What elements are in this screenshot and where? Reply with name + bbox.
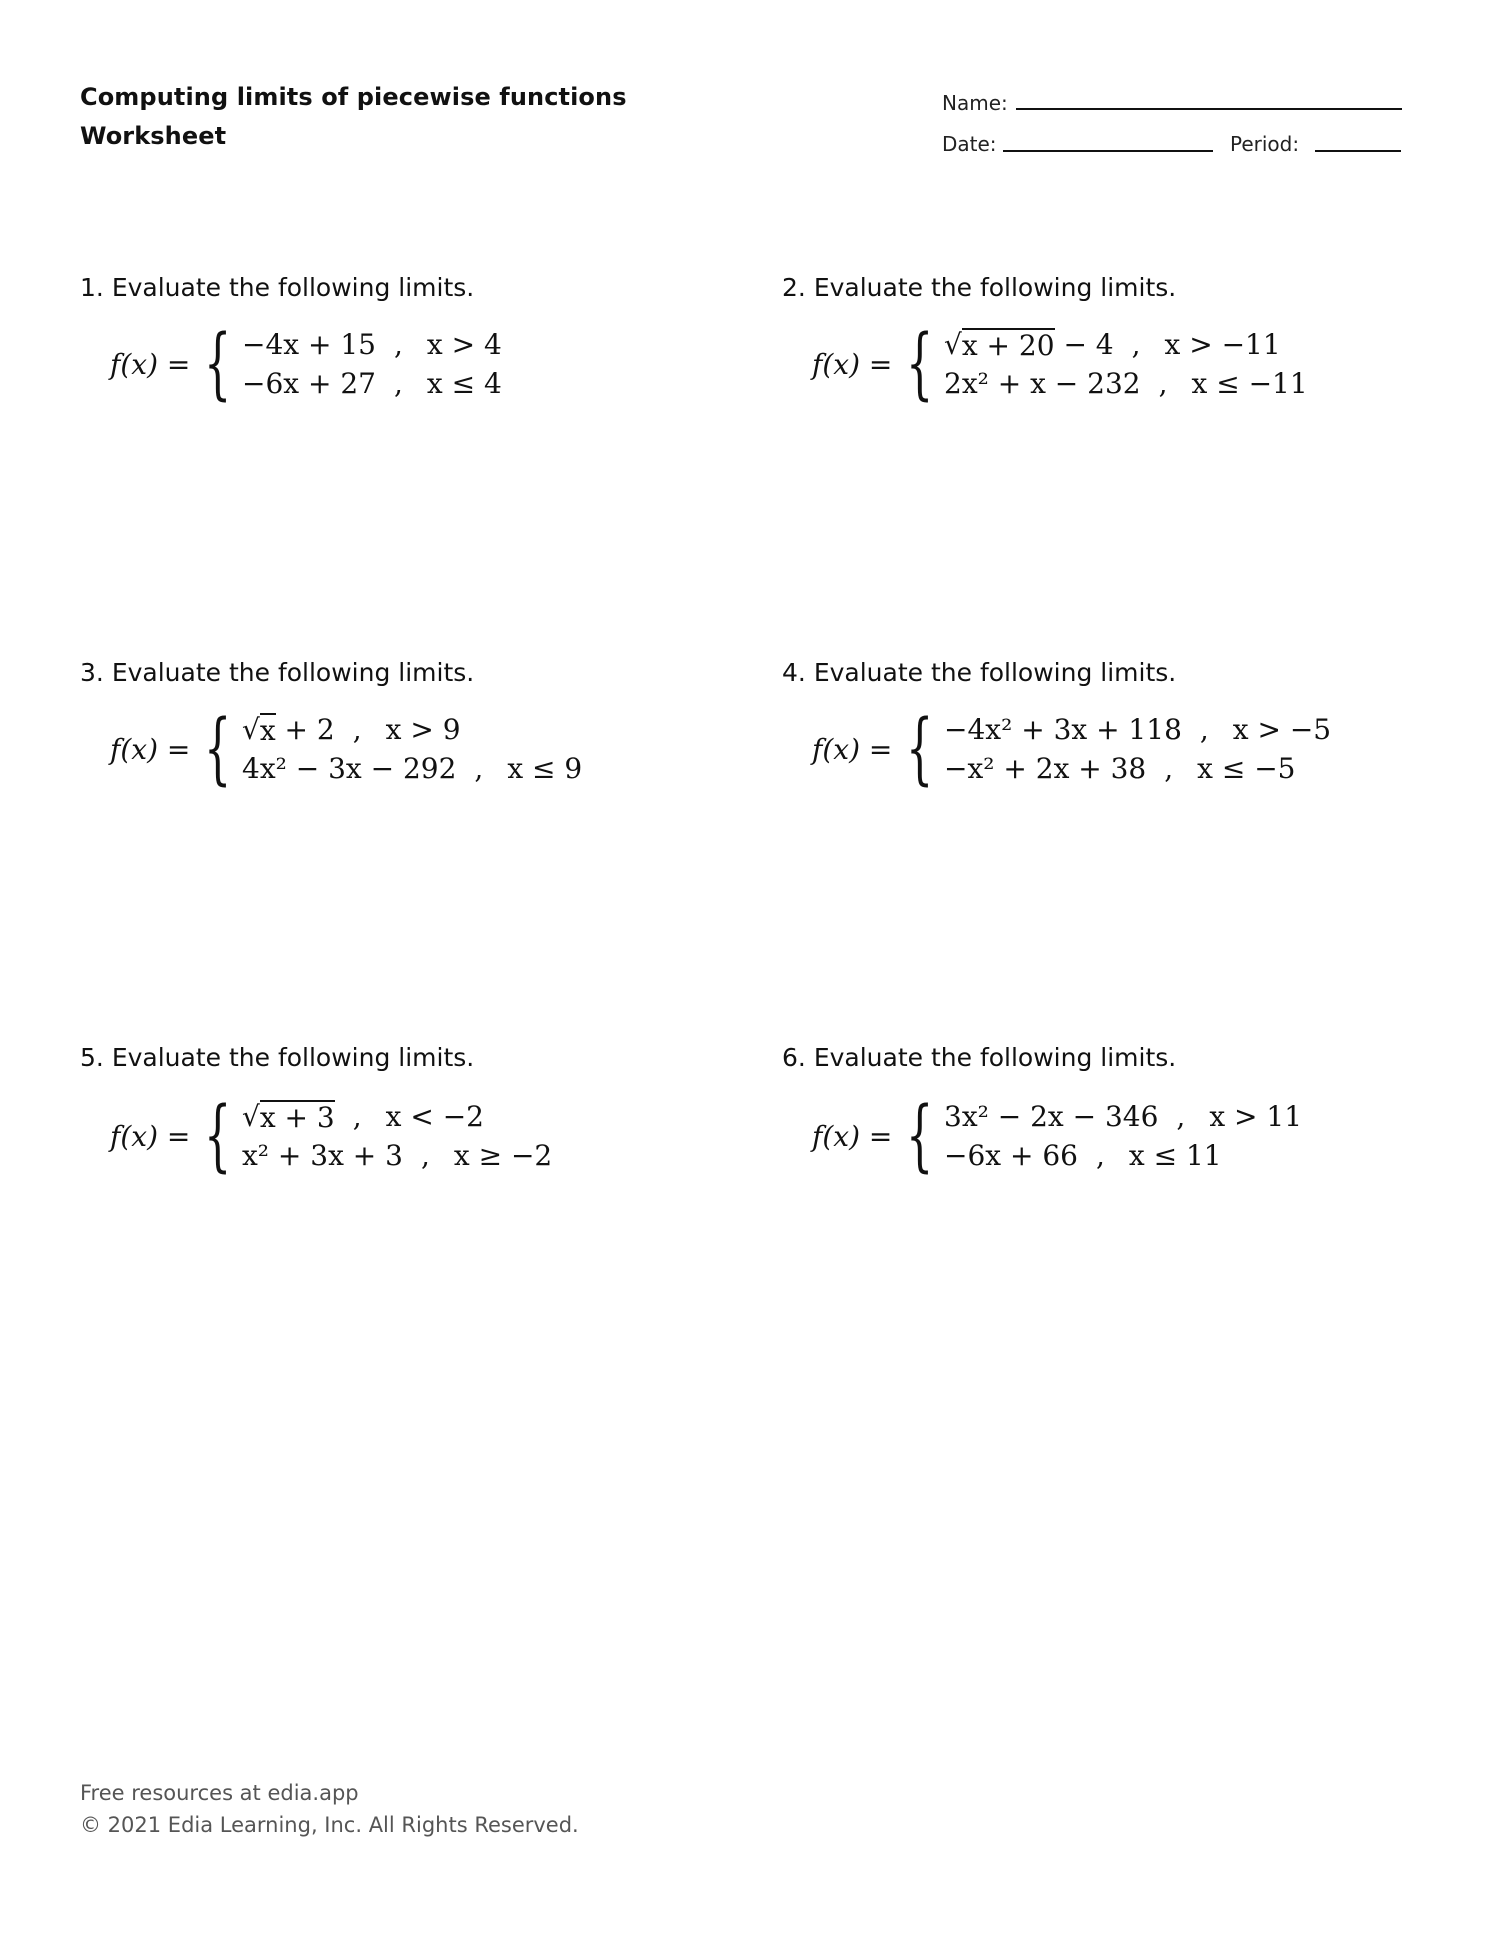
radical-icon: √ xyxy=(944,327,962,361)
cases xyxy=(242,713,582,786)
problem-5-prompt xyxy=(80,1043,474,1072)
case-row: −6x + 66 , x ≤ 11 xyxy=(944,1139,1222,1172)
cases xyxy=(944,328,1308,401)
period-blank[interactable] xyxy=(1315,150,1401,152)
left-brace: { xyxy=(204,1091,232,1181)
problem-text: Evaluate the following limits. xyxy=(111,273,475,302)
left-brace: { xyxy=(204,319,232,409)
problem-2-equation xyxy=(812,319,1308,409)
problem-2-prompt xyxy=(782,273,1176,302)
cases xyxy=(944,713,1331,785)
problem-text: Evaluate the following limits. xyxy=(813,658,1177,687)
left-brace: { xyxy=(906,319,934,409)
problem-number: 2. xyxy=(782,273,806,302)
function-lhs: f(x) = xyxy=(812,347,893,381)
date-label: Date: xyxy=(942,132,997,156)
case-row: √ x + 3 , x < −2 xyxy=(242,1099,484,1134)
problem-number: 3. xyxy=(80,658,104,687)
function-lhs: f(x) = xyxy=(812,1119,893,1153)
problem-number: 5. xyxy=(80,1043,104,1072)
period-label: Period: xyxy=(1230,132,1300,156)
problem-text: Evaluate the following limits. xyxy=(813,273,1177,302)
worksheet-subtitle: Worksheet xyxy=(80,122,227,150)
problem-text: Evaluate the following limits. xyxy=(813,1043,1177,1072)
case-row: −6x + 27 , x ≤ 4 xyxy=(242,367,502,400)
left-brace: { xyxy=(906,704,934,794)
radical-icon: √ xyxy=(242,1099,260,1133)
footer-copyright: © 2021 Edia Learning, Inc. All Rights Reserved. xyxy=(80,1813,579,1837)
case-row: 3x² − 2x − 346 , x > 11 xyxy=(944,1100,1303,1133)
left-brace: { xyxy=(906,1091,934,1181)
function-lhs: f(x) = xyxy=(812,732,893,766)
problem-6-prompt xyxy=(782,1043,1176,1072)
name-blank[interactable] xyxy=(1016,108,1402,110)
problem-5-equation xyxy=(110,1091,553,1181)
left-brace: { xyxy=(204,704,232,794)
function-lhs: f(x) = xyxy=(110,1119,191,1153)
problem-text: Evaluate the following limits. xyxy=(111,658,475,687)
problem-3-equation xyxy=(110,704,583,794)
case-row: −x² + 2x + 38 , x ≤ −5 xyxy=(944,752,1296,785)
case-row: −4x + 15 , x > 4 xyxy=(242,328,502,361)
cases xyxy=(944,1100,1302,1172)
case-row: √ x + 20 − 4 , x > −11 xyxy=(944,327,1281,362)
worksheet-title: Computing limits of piecewise functions xyxy=(80,83,627,111)
function-lhs: f(x) = xyxy=(110,347,191,381)
radical-icon: √ xyxy=(242,712,260,746)
case-row: √ x + 2 , x > 9 xyxy=(242,712,461,747)
problem-number: 6. xyxy=(782,1043,806,1072)
case-row: 4x² − 3x − 292 , x ≤ 9 xyxy=(242,752,583,786)
problem-number: 4. xyxy=(782,658,806,687)
square-root: √ x xyxy=(242,712,276,747)
problem-1-equation xyxy=(110,319,502,409)
case-row: −4x² + 3x + 118 , x > −5 xyxy=(944,713,1332,746)
cases xyxy=(242,1100,552,1173)
function-lhs: f(x) = xyxy=(110,732,191,766)
problem-3-prompt xyxy=(80,658,474,687)
problem-6-equation xyxy=(812,1091,1303,1181)
date-blank[interactable] xyxy=(1003,150,1213,152)
problem-4-prompt xyxy=(782,658,1176,687)
problem-4-equation xyxy=(812,704,1332,794)
problem-text: Evaluate the following limits. xyxy=(111,1043,475,1072)
footer-resources-link: Free resources at edia.app xyxy=(80,1781,359,1805)
case-row: 2x² + x − 232 , x ≤ −11 xyxy=(944,367,1308,401)
name-label: Name: xyxy=(942,91,1008,115)
problem-1-prompt xyxy=(80,273,474,302)
square-root: √ x + 20 xyxy=(944,327,1055,362)
square-root: √ x + 3 xyxy=(242,1099,335,1134)
case-row: x² + 3x + 3 , x ≥ −2 xyxy=(242,1139,553,1173)
problem-number: 1. xyxy=(80,273,104,302)
cases xyxy=(242,328,502,400)
